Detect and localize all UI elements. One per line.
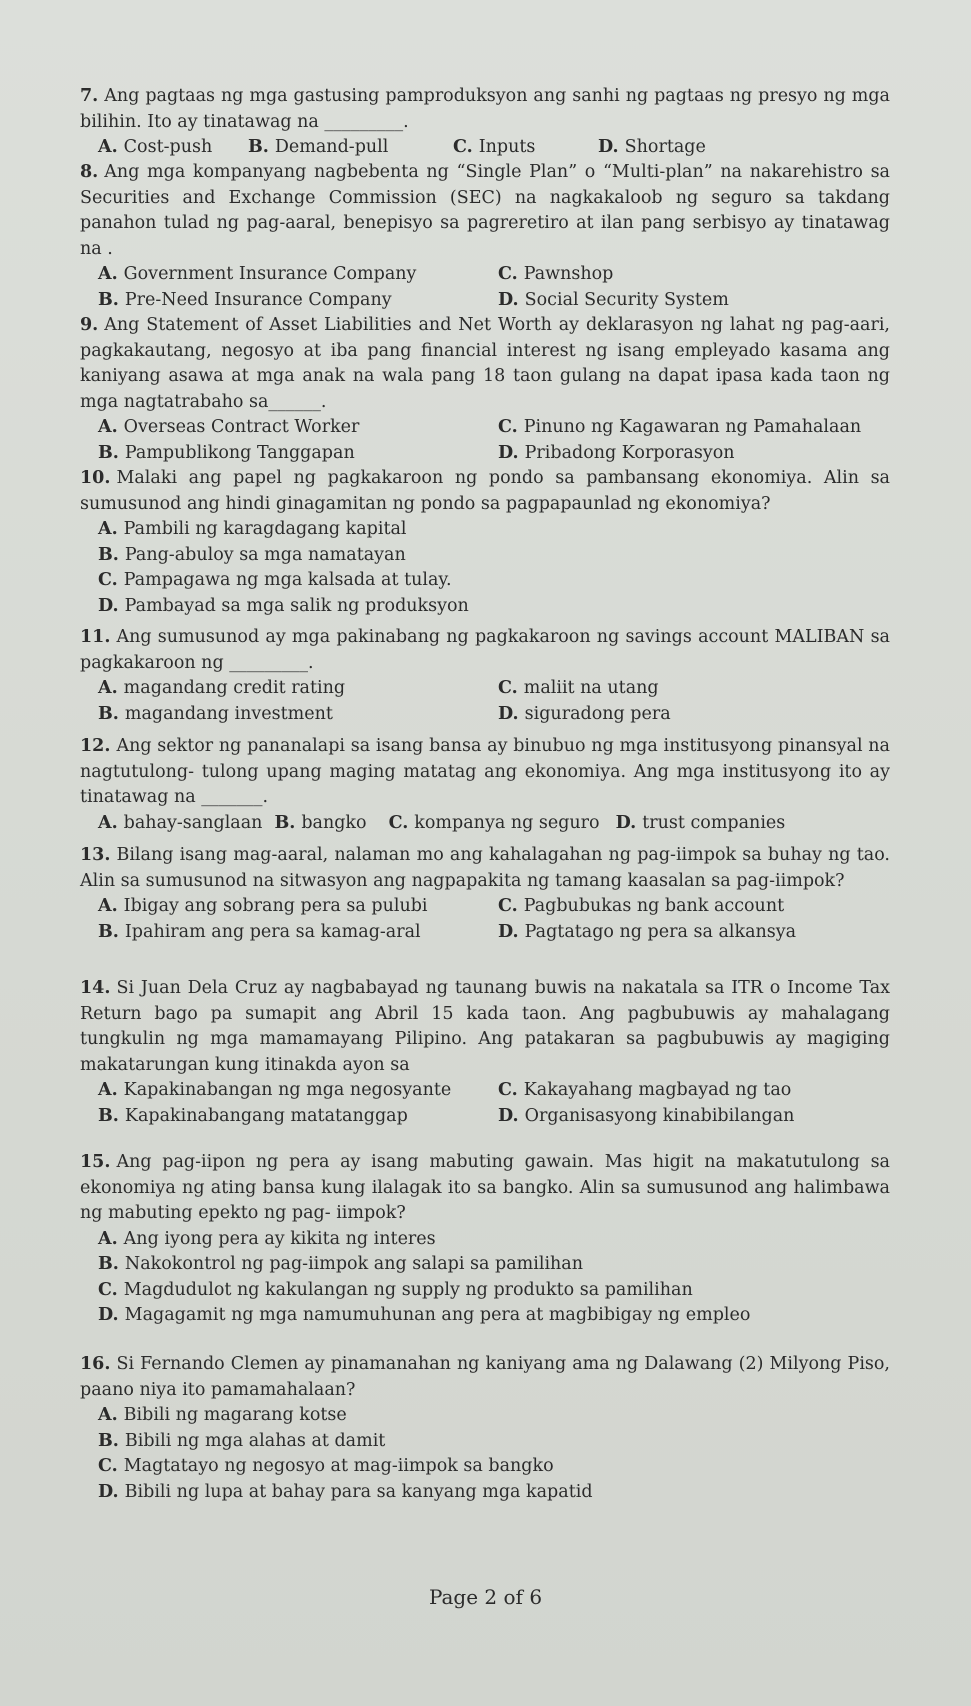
option-b[interactable]: B. bangko [274,812,367,833]
question-13 [80,843,890,945]
option-b[interactable]: B. Nakokontrol ng pag-iimpok ang salapi sa pamilihan [98,1254,584,1274]
option-c[interactable]: C. Pawnshop [498,264,614,284]
question-stem: Ang pagtaas ng mga gastusing pamproduksyon ang sanhi ng pagtaas ng presyo ng mga bilihin. Ito ay tinatawag na _________. [80,86,890,132]
options [80,517,890,619]
option-c[interactable]: C. Kakayahang magbayad ng tao [498,1080,792,1100]
option-c[interactable]: C. Pinuno ng Kagawaran ng Pamahalaan [498,417,862,437]
option-d[interactable]: D. Magagamit ng mga namumuhunan ang pera at magbibigay ng empleo [98,1305,751,1325]
option-d[interactable]: D. Pribadong Korporasyon [498,442,735,463]
option-a[interactable]: A. Bibili ng magarang kotse [98,1405,347,1425]
question-number: 13. [80,845,111,865]
option-c[interactable]: C. maliit na utang [498,678,659,698]
option-d[interactable]: D. Shortage [598,137,706,157]
option-a[interactable]: A. bahay-sanglaan [98,812,263,833]
options [80,676,890,727]
question-stem: Malaki ang papel ng pagkakaroon ng pondo sa pambansang ekonomiya. Alin sa sumusunod ang hindi ginagamitan ng pondo sa pagpapaunlad ng ekonomiya? [80,468,890,514]
option-a[interactable]: A. Pambili ng karagdagang kapital [98,519,407,539]
question-7 [80,84,890,161]
option-a[interactable]: A. Ang iyong pera ay kikita ng interes [98,1228,436,1249]
option-c[interactable]: C. Magtatayo ng negosyo at mag-iimpok sa bangko [98,1456,554,1476]
option-a[interactable]: A. Cost-push [98,137,213,157]
question-stem: Ang sumusunod ay mga pakinabang ng pagkakaroon ng savings account MALIBAN sa pagkakaroon ng _________. [80,627,890,673]
option-a[interactable]: A. Overseas Contract Worker [98,417,360,437]
question-stem: Ang mga kompanyang nagbebenta ng “Single Plan” o “Multi-plan” na nakarehistro sa Securities and Exchange Commission (SEC) na nagkakaloob ng seguro sa takdang panahon tulad ng pag-aaral, benepisyo sa pagreretiro at ilan pang serbisyo ay tinatawag na . [80,162,890,259]
question-12 [80,734,890,836]
option-a[interactable]: A. Kapakinabangan ng mga negosyante [98,1080,452,1100]
options [80,1078,890,1129]
question-number: 9. [80,315,99,335]
options [80,135,890,161]
question-stem: Bilang isang mag-aaral, nalaman mo ang kahalagahan ng pag-iimpok sa buhay ng tao. Alin sa sumusunod na sitwasyon ang nagpapakita ng tamang kaasalan sa pag-iimpok? [80,845,890,891]
option-c[interactable]: C. Pagbubukas ng bank account [498,896,785,916]
question-number: 8. [80,162,99,182]
question-stem: Ang sektor ng pananalapi sa isang bansa ay binubuo ng mga institusyong pinansyal na nagtutulong- tulong upang maging matatag ang ekonomiya. Ang mga institusyong ito ay tinatawag na _______. [80,736,890,807]
option-c[interactable]: C. Inputs [453,137,536,157]
option-a[interactable]: A. magandang credit rating [98,678,346,698]
options [80,415,890,466]
options [80,811,890,837]
options [80,1227,890,1329]
options [80,262,890,313]
question-stem: Si Juan Dela Cruz ay nagbabayad ng taunang buwis na nakatala sa ITR o Income Tax Return bago pa sumapit ang Abril 15 kada taon. Ang pagbubuwis ay mahalagang tungkulin ng mga mamamayang Pilipino. Ang patakaran sa pagbubuwis ay magiging makatarungan kung itinakda ayon sa [80,978,890,1075]
option-d[interactable]: D. Bibili ng lupa at bahay para sa kanyang mga kapatid [98,1481,593,1502]
question-number: 12. [80,736,111,756]
option-b[interactable]: B. magandang investment [98,703,333,724]
option-d[interactable]: D. Pagtatago ng pera sa alkansya [498,921,797,942]
question-14 [80,976,890,1129]
question-number: 7. [80,86,99,106]
option-d[interactable]: D. Social Security System [498,289,729,310]
options [80,1403,890,1505]
option-c[interactable]: C. Pampagawa ng mga kalsada at tulay. [98,570,452,590]
question-number: 15. [80,1152,111,1172]
option-b[interactable]: B. Ipahiram ang pera sa kamag-aral [98,921,421,942]
question-11 [80,625,890,727]
question-stem: Si Fernando Clemen ay pinamanahan ng kaniyang ama ng Dalawang (2) Milyong Piso, paano niya ito pamamahalaan? [80,1354,890,1400]
question-number: 16. [80,1354,111,1374]
option-d[interactable]: D. Organisasyong kinabibilangan [498,1105,795,1126]
option-b[interactable]: B. Bibili ng mga alahas at damit [98,1430,386,1451]
option-b[interactable]: B. Pampublikong Tanggapan [98,442,355,463]
question-16 [80,1352,890,1505]
option-d[interactable]: D. siguradong pera [498,703,671,724]
option-b[interactable]: B. Demand-pull [248,137,389,157]
option-b[interactable]: B. Pre-Need Insurance Company [98,289,392,310]
question-8 [80,160,890,313]
option-d[interactable]: D. trust companies [615,812,786,833]
option-b[interactable]: B. Pang-abuloy sa mga namatayan [98,544,406,565]
option-a[interactable]: A. Ibigay ang sobrang pera sa pulubi [98,896,428,916]
option-c[interactable]: C. Magdudulot ng kakulangan ng supply ng produkto sa pamilihan [98,1279,693,1300]
options [80,894,890,945]
question-number: 10. [80,468,111,488]
option-a[interactable]: A. Government Insurance Company [98,264,417,284]
question-9 [80,313,890,466]
question-stem: Ang pag-iipon ng pera ay isang mabuting gawain. Mas higit na makatutulong sa ekonomiya ng ating bansa kung ilalagak ito sa bangko. Alin sa sumusunod ang halimbawa ng mabuting epekto ng pag- iimpok? [80,1152,890,1223]
question-10 [80,466,890,619]
question-15 [80,1150,890,1329]
option-d[interactable]: D. Pambayad sa mga salik ng produksyon [98,595,469,616]
question-stem: Ang Statement of Asset Liabilities and Net Worth ay deklarasyon ng lahat ng pag-aari, pagkakautang, negosyo at iba pang financial interest ng isang empleyado kasama ang kaniyang asawa at mga anak na wala pang 18 taon gulang na dapat ipasa kada taon ng mga nagtatrabaho sa______. [80,315,890,412]
option-b[interactable]: B. Kapakinabangang matatanggap [98,1105,408,1126]
option-c[interactable]: C. kompanya ng seguro [388,812,600,833]
question-number: 14. [80,978,111,998]
page-number: Page 2 of 6 [428,1585,543,1609]
question-number: 11. [80,627,111,647]
